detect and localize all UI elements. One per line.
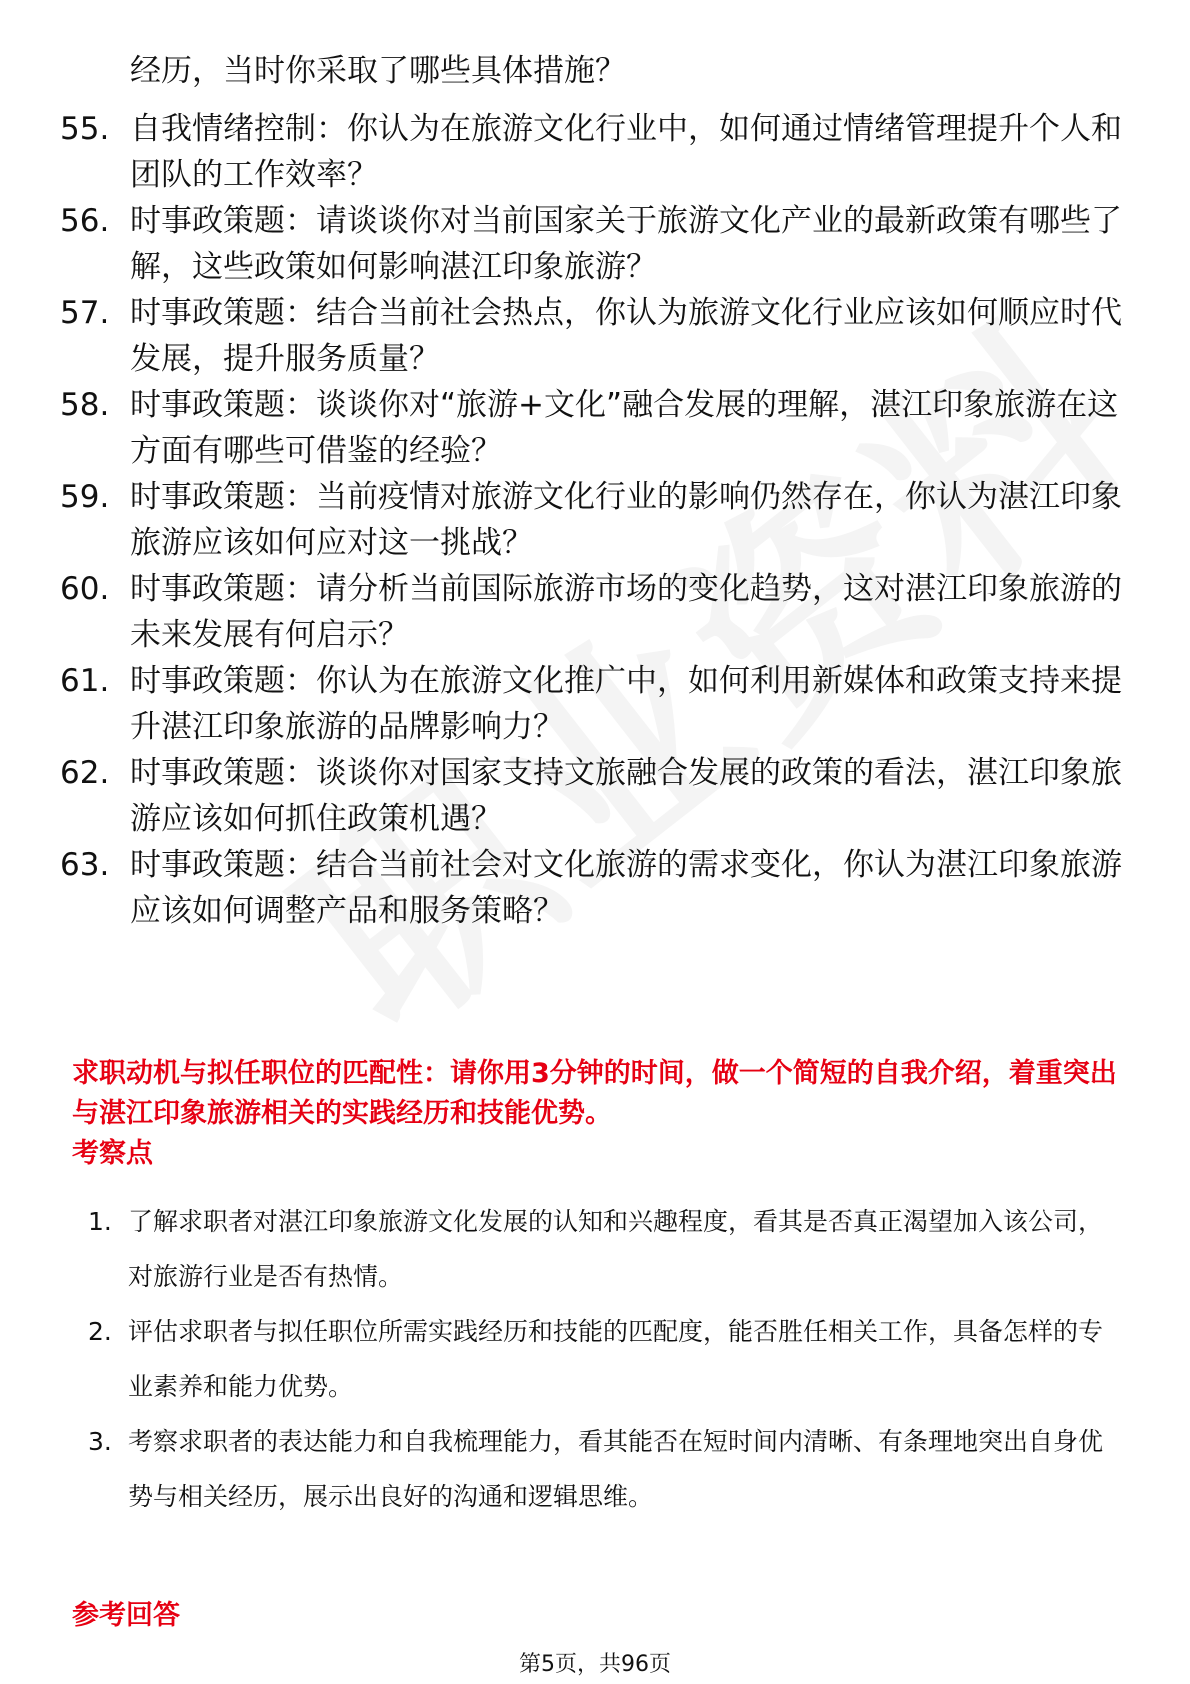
question-text: 时事政策题：请谈谈你对当前国家关于旅游文化产业的最新政策有哪些了解，这些政策如何影响湛江印象旅游？ (130, 203, 1122, 285)
question-text: 时事政策题：结合当前社会对文化旅游的需求变化，你认为湛江印象旅游应该如何调整产品和服务策略？ (130, 847, 1122, 929)
review-point-text: 考察求职者的表达能力和自我梳理能力，看其能否在短时间内清晰、有条理地突出自身优势与相关经历，展示出良好的沟通和逻辑思维。 (128, 1427, 1104, 1511)
question-text: 时事政策题：请分析当前国际旅游市场的变化趋势，这对湛江印象旅游的未来发展有何启示？ (130, 571, 1122, 653)
highlight-question: 求职动机与拟任职位的匹配性：请你用3分钟的时间，做一个简短的自我介绍，着重突出与湛江印象旅游相关的实践经历和技能优势。 (72, 1058, 1117, 1129)
question-number: 63. (60, 847, 110, 883)
question-text: 时事政策题：谈谈你对“旅游+文化”融合发展的理解，湛江印象旅游在这方面有哪些可借鉴的经验？ (130, 387, 1119, 469)
question-number: 57. (60, 295, 110, 331)
question-number: 61. (60, 663, 110, 699)
question-number: 55. (60, 111, 110, 147)
question-number: 58. (60, 387, 110, 423)
question-text: 时事政策题：你认为在旅游文化推广中，如何利用新媒体和政策支持来提升湛江印象旅游的品牌影响力？ (130, 663, 1122, 745)
question-number: 62. (60, 755, 110, 791)
review-points-label: 考察点 (72, 1138, 153, 1169)
review-point-text: 了解求职者对湛江印象旅游文化发展的认知和兴趣程度，看其是否真正渴望加入该公司，对旅游行业是否有热情。 (128, 1207, 1104, 1291)
question-text: 时事政策题：当前疫情对旅游文化行业的影响仍然存在，你认为湛江印象旅游应该如何应对这一挑战？ (130, 479, 1122, 561)
question-number: 60. (60, 571, 110, 607)
question-number: 59. (60, 479, 110, 515)
page-footer: 第5页，共96页 (519, 1652, 671, 1677)
question-text: 时事政策题：谈谈你对国家支持文旅融合发展的政策的看法，湛江印象旅游应该如何抓住政策机遇？ (130, 755, 1122, 837)
question-number: 56. (60, 203, 110, 239)
review-point-number: 1. (88, 1207, 112, 1236)
reference-answer-label: 参考回答 (72, 1600, 180, 1631)
review-point-number: 3. (88, 1427, 112, 1456)
question-text: 自我情绪控制：你认为在旅游文化行业中，如何通过情绪管理提升个人和团队的工作效率？ (130, 111, 1122, 193)
review-point-number: 2. (88, 1317, 112, 1346)
question-continuation: 经历，当时你采取了哪些具体措施？ (130, 53, 626, 89)
question-text: 时事政策题：结合当前社会热点，你认为旅游文化行业应该如何顺应时代发展，提升服务质量？ (130, 295, 1122, 377)
review-point-text: 评估求职者与拟任职位所需实践经历和技能的匹配度，能否胜任相关工作，具备怎样的专业素养和能力优势。 (128, 1317, 1104, 1401)
